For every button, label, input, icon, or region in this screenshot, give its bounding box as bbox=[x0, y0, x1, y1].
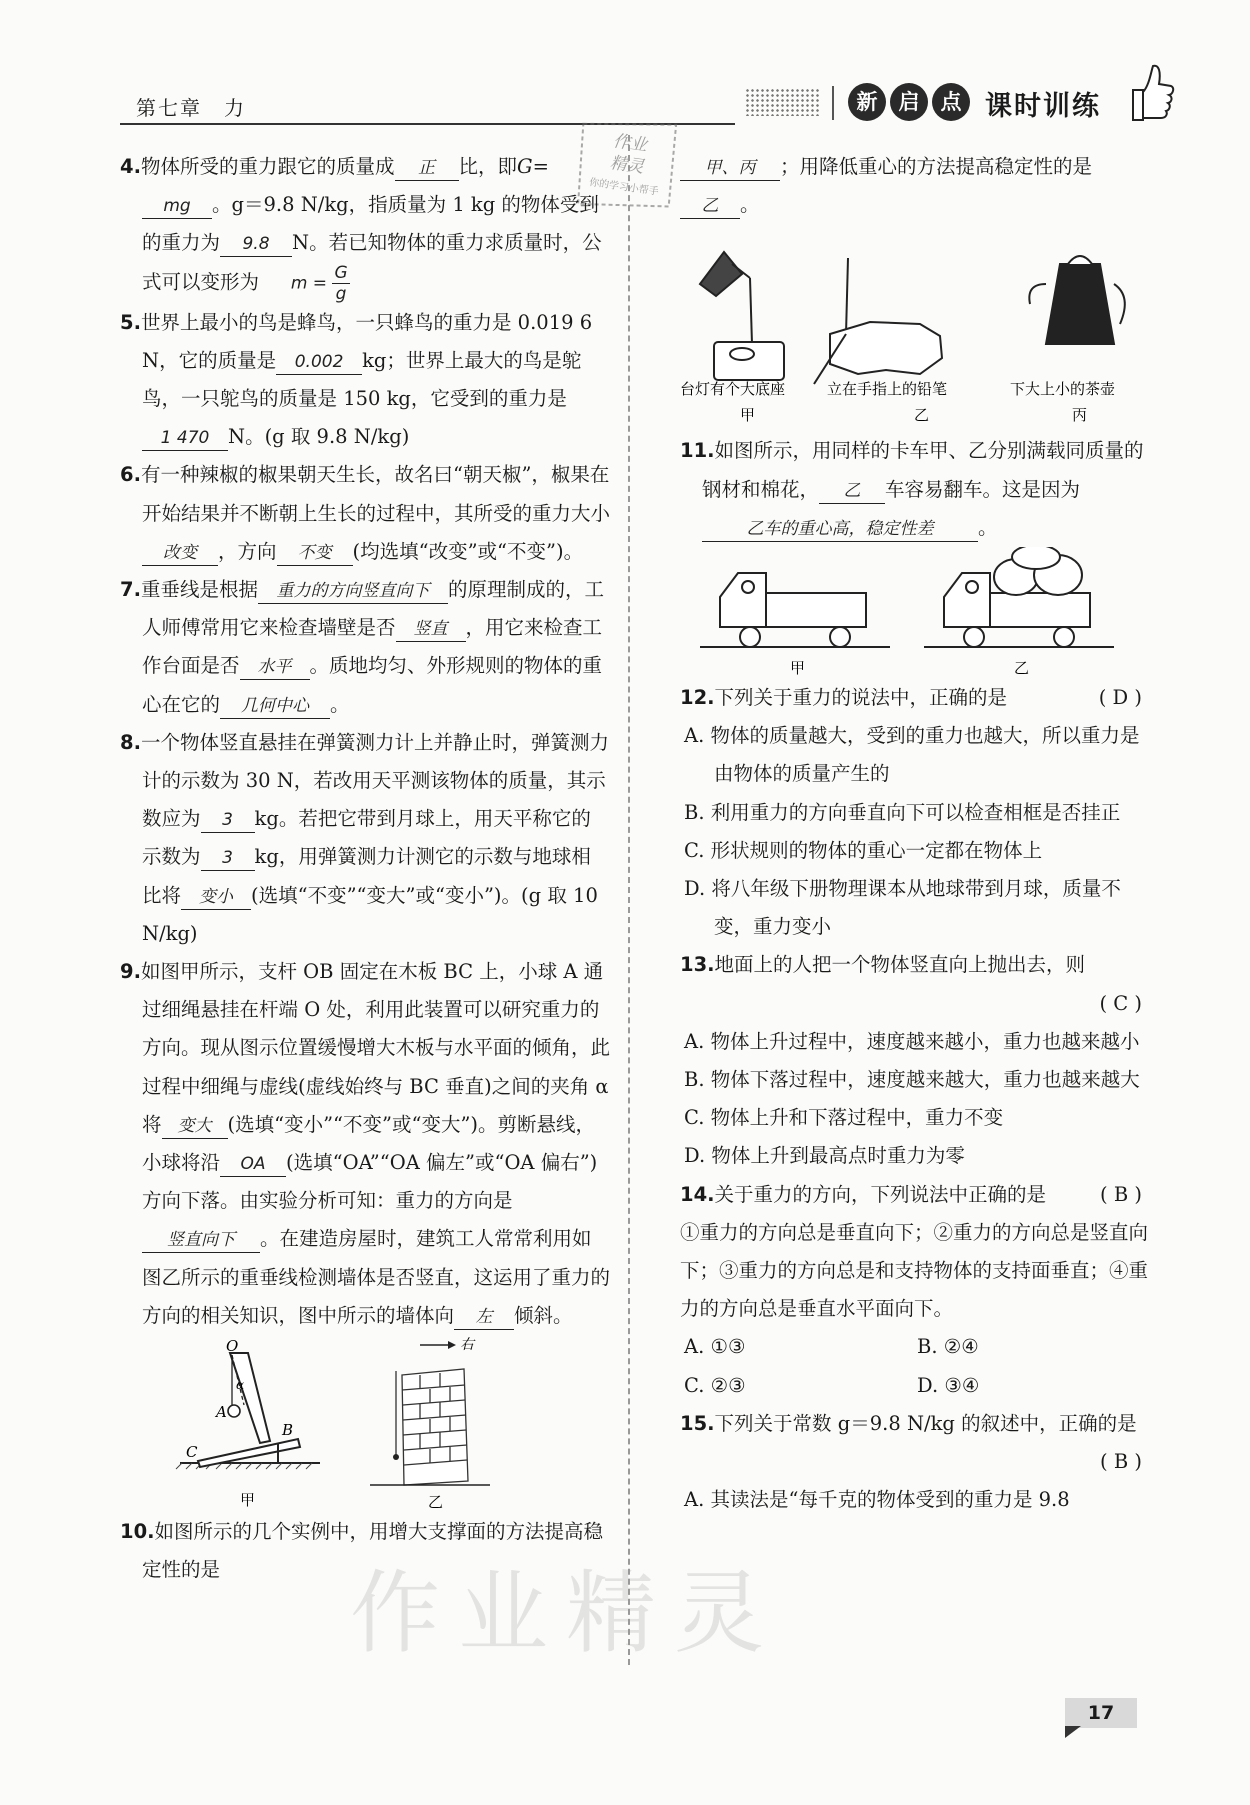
chapter-title: 第七章 力 bbox=[136, 96, 246, 120]
question-number: 8. bbox=[120, 730, 141, 754]
option-a: A. 其读法是“每千克的物体受到的重力是 9.8 bbox=[684, 1488, 1070, 1512]
answer-blank: 乙车的重心高，稳定性差 bbox=[702, 517, 978, 542]
caption-teapot: 下大上小的茶壶 bbox=[1010, 380, 1116, 399]
question-number: 13. bbox=[680, 953, 715, 977]
options-row bbox=[680, 1328, 1150, 1366]
q10-diagram bbox=[680, 224, 1150, 432]
question-10-continued: 甲、丙 ；用降低重心的方法提高稳定性的是乙 。 bbox=[680, 148, 1150, 224]
answer-blank: 变大 bbox=[162, 1114, 228, 1139]
stamp-line3: 你的学习小帮手 bbox=[588, 177, 660, 198]
question-5: 5.世界上最小的鸟是蜂鸟，一只蜂鸟的重力是 0.019 6 N，它的质量是 0.002 kg；世界上最大的鸟是鸵鸟，一只鸵鸟的质量是 150 kg，它受到的重力是1 470 N。(g 取 9.8 N/kg) bbox=[120, 304, 610, 457]
option-a: A. 物体上升过程中，速度越来越小，重力也越来越小 bbox=[684, 1029, 1140, 1053]
question-12: 12.下列关于重力的说法中，正确的是 ( D ) bbox=[680, 679, 1150, 717]
question-7: 7.重垂线是根据 重力的方向竖直向下 的原理制成的，工人师傅常用它来检查墙壁是否 竖直 ，用它来检查工作台面是否 水平 。质地均匀、外形规则的物体的重心在它的 几何中心 。 bbox=[120, 571, 610, 724]
answer-blank: 不变 bbox=[277, 541, 353, 566]
question-15: 15.下列关于常数 g＝9.8 N/kg 的叙述中，正确的是 bbox=[680, 1411, 1137, 1435]
label-jia: 甲 bbox=[740, 406, 756, 425]
series-title: 课时训练 bbox=[985, 91, 1101, 122]
answer-choice: ( B ) bbox=[1100, 1450, 1142, 1474]
question-number: 14. bbox=[680, 1182, 715, 1206]
q11-diagram bbox=[680, 547, 1150, 679]
truck-label-yi: 乙 bbox=[1014, 659, 1030, 678]
question-number: 5. bbox=[120, 310, 141, 334]
stamp-line1: 作业 bbox=[611, 131, 649, 156]
question-10: 10.如图所示的几个实例中，用增大支撑面的方法提高稳定性的是 bbox=[120, 1520, 604, 1582]
badge-qi: 启 bbox=[890, 83, 928, 121]
question-14-body: ①重力的方向总是垂直向下；②重力的方向总是竖直向下；③重力的方向总是和支持物体的支持面垂直；④重力的方向总是垂直水平面向下。 bbox=[680, 1220, 1149, 1321]
answer-blank: 正 bbox=[395, 156, 459, 181]
answer-blank: 水平 bbox=[240, 655, 310, 680]
answer-blank: 变小 bbox=[181, 885, 251, 910]
q9-diagram bbox=[120, 1335, 610, 1513]
option-a: A. 物体的质量越大，受到的重力也越大，所以重力是由物体的质量产生的 bbox=[684, 724, 1140, 786]
label-yi: 乙 bbox=[914, 406, 930, 425]
badge-dian: 点 bbox=[932, 83, 970, 121]
question-number: 9. bbox=[120, 960, 141, 984]
option-c: C. 物体上升和下落过程中，重力不变 bbox=[684, 1106, 1004, 1130]
options-row bbox=[680, 1367, 1150, 1405]
option-b: B. 物体下落过程中，速度越来越大，重力也越来越大 bbox=[684, 1068, 1140, 1092]
option-b: B. ②④ bbox=[917, 1335, 979, 1359]
fig-caption-jia: 甲 bbox=[240, 1491, 256, 1510]
question-6: 6.有一种辣椒的椒果朝天生长，故名曰“朝天椒”，椒果在开始结果并不断朝上生长的过程中，其所受的重力大小改变 ，方向 不变 (均选填“改变”或“不变”)。 bbox=[120, 456, 610, 571]
thumbs-up-icon bbox=[1123, 60, 1175, 126]
answer-blank: 乙 bbox=[680, 194, 740, 219]
watermark: 作业精灵 bbox=[350, 1561, 782, 1666]
answer-choice: ( D ) bbox=[1098, 686, 1142, 710]
answer-choice: ( B ) bbox=[1100, 1182, 1142, 1206]
answer-blank: 3 bbox=[201, 808, 255, 833]
question-number: 6. bbox=[120, 463, 141, 487]
answer-blank: 9.8 bbox=[220, 232, 292, 257]
option-b: B. 利用重力的方向垂直向下可以检查相框是否挂正 bbox=[684, 800, 1121, 824]
header-dots bbox=[745, 88, 821, 116]
question-11: 11.如图所示，用同样的卡车甲、乙分别满载同质量的钢材和棉花， 乙 车容易翻车。这是因为 乙车的重心高，稳定性差 。 bbox=[680, 432, 1150, 547]
page-number-tab bbox=[1065, 1726, 1081, 1738]
option-d: D. 将八年级下册物理课本从地球带到月球，质量不变，重力变小 bbox=[684, 877, 1121, 939]
caption-pencil: 立在手指上的铅笔 bbox=[827, 380, 948, 399]
option-a: A. ①③ bbox=[684, 1335, 746, 1359]
answer-blank: OA bbox=[220, 1152, 286, 1177]
right-column bbox=[680, 148, 1150, 1519]
label-C: C bbox=[186, 1443, 198, 1462]
answer-blank: 几何中心 bbox=[220, 694, 330, 719]
column-divider bbox=[628, 135, 630, 1665]
label-B: B bbox=[282, 1421, 294, 1440]
answer-blank: 乙 bbox=[819, 479, 885, 504]
question-9: 9.如图甲所示，支杆 OB 固定在木板 BC 上，小球 A 通过细绳悬挂在杆端 O 处，利用此装置可以研究重力的方向。现从图示位置缓慢增大木板与水平面的倾角，此过程中细绳与虚线(虚线始终与 BC 垂直)之间的夹角 α 将 变大 (选填“变小”“不变”或“变大”)。剪断悬线，小球将沿 OA (选填“OA”“OA 偏左”或“OA 偏右”)方向下落。由实验分析可知：重力的方向是竖直向下 。在建造房屋时，建筑工人常常利用如图乙所示的重垂线检测墙体是否竖直，这运用了重力的方向的相关知识，图中所示的墙体向 左 倾斜。 bbox=[120, 953, 610, 1335]
answer-formula: m = $\frac{G}{g}$ bbox=[290, 262, 348, 304]
option-c: C. ②③ bbox=[684, 1373, 746, 1397]
label-O: O bbox=[226, 1337, 239, 1356]
answer-blank: 左 bbox=[454, 1305, 514, 1330]
question-number: 15. bbox=[680, 1411, 715, 1435]
question-number: 11. bbox=[680, 439, 715, 463]
label-alpha: α bbox=[236, 1378, 245, 1393]
figure-q11 bbox=[680, 547, 1150, 679]
label-bing: 丙 bbox=[1072, 406, 1088, 425]
option-d: D. 物体上升到最高点时重力为零 bbox=[684, 1144, 965, 1168]
option-d: D. ③④ bbox=[917, 1373, 980, 1397]
answer-blank: 0.002 bbox=[276, 350, 362, 375]
question-number: 7. bbox=[120, 578, 141, 602]
question-number: 12. bbox=[680, 686, 715, 710]
answer-choice: ( C ) bbox=[1099, 991, 1142, 1015]
question-13: 13.地面上的人把一个物体竖直向上抛出去，则 bbox=[680, 953, 1086, 977]
answer-blank: 甲、丙 bbox=[680, 156, 780, 181]
fig-caption-yi: 乙 bbox=[428, 1493, 444, 1512]
caption-lamp: 台灯有个大底座 bbox=[680, 380, 786, 399]
question-14: 14.关于重力的方向，下列说法中正确的是 ( B ) bbox=[680, 1176, 1150, 1214]
page-number: 17 bbox=[1065, 1698, 1137, 1728]
figure-q9 bbox=[120, 1335, 610, 1513]
question-8: 8.一个物体竖直悬挂在弹簧测力计上并静止时，弹簧测力计的示数为 30 N，若改用天平测该物体的质量，其示数应为 3 kg。若把它带到月球上，用天平称它的示数为 3 kg，用弹簧测力计测它的示数与地球相比将 变小 (选填“不变”“变大”或“变小”)。(g 取 10 N/kg) bbox=[120, 730, 609, 945]
header-divider bbox=[832, 86, 834, 120]
answer-blank: 3 bbox=[201, 846, 255, 871]
answer-blank: 重力的方向竖直向下 bbox=[258, 579, 448, 604]
label-A: A bbox=[216, 1403, 227, 1422]
figure-q10 bbox=[680, 224, 1150, 432]
truck-label-jia: 甲 bbox=[790, 659, 806, 678]
answer-blank: 竖直 bbox=[396, 617, 466, 642]
question-4: 4.物体所受的重力跟它的质量成 正 比，即G= mg 。g＝9.8 N/kg，指质量为 1 kg 的物体受到的重力为 9.8 N。若已知物体的重力求质量时，公式可以变形为 m = $\frac{G}{g}$ bbox=[120, 155, 602, 304]
answer-blank: 竖直向下 bbox=[142, 1228, 260, 1253]
answer-blank: mg bbox=[142, 194, 212, 219]
badge-xin: 新 bbox=[848, 83, 886, 121]
option-c: C. 形状规则的物体的重心一定都在物体上 bbox=[684, 838, 1043, 862]
left-column bbox=[120, 148, 610, 1590]
question-number: 4. bbox=[120, 155, 141, 178]
answer-blank: 1 470 bbox=[142, 426, 228, 451]
stamp-line2: 精灵 bbox=[608, 153, 646, 178]
label-right: 右 bbox=[460, 1337, 474, 1354]
question-number: 10. bbox=[120, 1520, 155, 1544]
answer-blank: 改变 bbox=[142, 541, 218, 566]
